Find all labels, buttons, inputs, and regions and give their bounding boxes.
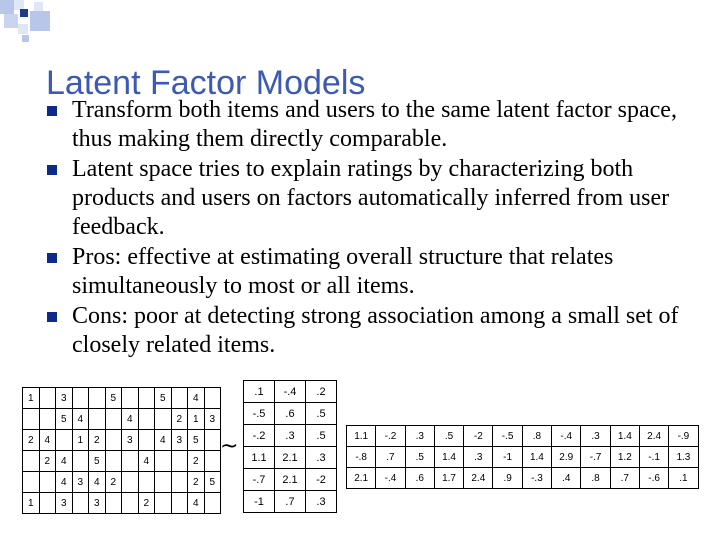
matrix-cell: 3 (204, 409, 221, 430)
matrix-cell: 4 (72, 409, 89, 430)
matrix-cell: 5 (155, 388, 172, 409)
square-bullet-icon (47, 106, 57, 116)
matrix-cell: .3 (275, 425, 306, 447)
matrix-cell (105, 430, 122, 451)
item-factor-matrix (243, 380, 337, 513)
matrix-cell: 1.3 (669, 447, 698, 468)
matrix-cell: -.2 (244, 425, 275, 447)
matrix-cell: .2 (306, 381, 337, 403)
matrix-cell: -1 (244, 491, 275, 513)
matrix-cell: -.2 (376, 426, 405, 447)
matrix-cell: 2 (89, 430, 106, 451)
matrix-cell (72, 388, 89, 409)
bullet-item (47, 96, 707, 154)
matrix-cell: -2 (306, 469, 337, 491)
matrix-row (347, 447, 699, 468)
matrix-row (23, 451, 221, 472)
matrix-cell (122, 451, 139, 472)
matrix-cell: 4 (188, 493, 205, 514)
ratings-matrix (22, 387, 221, 514)
matrix-cell: -.4 (376, 468, 405, 489)
matrix-cell: .8 (581, 468, 610, 489)
matrix-cell: -.8 (347, 447, 376, 468)
matrix-cell (89, 409, 106, 430)
matrix-cell: 2 (188, 472, 205, 493)
matrix-cell (155, 472, 172, 493)
matrix-row (23, 493, 221, 514)
matrix-cell (39, 388, 56, 409)
matrix-cell (138, 388, 155, 409)
matrix-cell: 1.4 (610, 426, 639, 447)
matrix-cell (89, 388, 106, 409)
matrix-row (244, 381, 337, 403)
matrix-row (23, 430, 221, 451)
matrix-cell (56, 430, 73, 451)
matrix-cell: 2 (23, 430, 40, 451)
matrix-cell: -.4 (275, 381, 306, 403)
matrix-cell: .6 (405, 468, 434, 489)
matrix-cell: 2 (138, 493, 155, 514)
matrix-cell: .1 (669, 468, 698, 489)
matrix-row (244, 491, 337, 513)
matrix-cell: 5 (89, 451, 106, 472)
matrix-cell (155, 451, 172, 472)
matrix-cell (72, 493, 89, 514)
matrix-cell: 2.1 (275, 469, 306, 491)
matrix-cell: -.5 (244, 403, 275, 425)
matrix-cell (39, 409, 56, 430)
bullet-text: Transform both items and users to the same latent factor space, thus making them directly comparable. (72, 97, 677, 152)
matrix-cell: 4 (39, 430, 56, 451)
matrix-cell: -.3 (522, 468, 551, 489)
matrix-cell: .6 (275, 403, 306, 425)
matrix-cell: -1 (493, 447, 522, 468)
matrix-cell: 1.1 (347, 426, 376, 447)
matrix-cell (23, 409, 40, 430)
matrix-cell: .3 (581, 426, 610, 447)
user-factor-matrix (346, 425, 699, 489)
matrix-cell (39, 493, 56, 514)
matrix-cell: 1 (72, 430, 89, 451)
matrix-cell: -.7 (581, 447, 610, 468)
matrix-cell: .5 (405, 447, 434, 468)
matrix-cell: .3 (405, 426, 434, 447)
matrix-cell (171, 472, 188, 493)
matrix-cell: .5 (306, 403, 337, 425)
matrix-cell: .9 (493, 468, 522, 489)
matrix-cell (105, 451, 122, 472)
matrix-cell: 3 (56, 493, 73, 514)
matrix-cell: .5 (306, 425, 337, 447)
approx-symbol: ~ (220, 434, 239, 459)
matrix-cell: 4 (155, 430, 172, 451)
matrix-cell: .4 (552, 468, 581, 489)
matrix-cell (171, 451, 188, 472)
matrix-cell (122, 493, 139, 514)
matrix-row (23, 388, 221, 409)
matrix-cell (155, 409, 172, 430)
bullet-text: Latent space tries to explain ratings by characterizing both products and users on factors automatically inferred from user feedback. (72, 156, 670, 240)
matrix-row (347, 468, 699, 489)
matrix-cell (72, 451, 89, 472)
matrix-cell: -.5 (493, 426, 522, 447)
matrix-cell: .3 (306, 447, 337, 469)
bullet-list (47, 96, 707, 361)
matrix-cell: 4 (138, 451, 155, 472)
matrix-cell: 3 (122, 430, 139, 451)
matrix-cell (204, 451, 221, 472)
bullet-text: Cons: poor at detecting strong association among a small set of closely related items. (72, 303, 679, 358)
matrix-cell: 5 (204, 472, 221, 493)
matrix-cell (122, 388, 139, 409)
square-bullet-icon (47, 165, 57, 175)
ratings-matrix-body (23, 388, 221, 514)
matrix-cell (122, 472, 139, 493)
matrix-row (244, 447, 337, 469)
matrix-cell: -.6 (639, 468, 668, 489)
matrix-cell: 4 (56, 472, 73, 493)
matrix-row (347, 426, 699, 447)
matrix-cell: 1 (188, 409, 205, 430)
matrix-cell (105, 409, 122, 430)
matrix-cell: .7 (376, 447, 405, 468)
matrix-cell: 1.2 (610, 447, 639, 468)
slide-title: Latent Factor Models (46, 64, 366, 102)
corner-square (4, 14, 18, 28)
matrix-cell: 4 (188, 388, 205, 409)
bullet-item (47, 243, 707, 301)
square-bullet-icon (47, 253, 57, 263)
corner-square (34, 2, 43, 11)
matrix-cell: 3 (171, 430, 188, 451)
matrix-cell: 2.4 (464, 468, 493, 489)
matrix-cell: .3 (464, 447, 493, 468)
corner-square (30, 11, 50, 31)
matrix-cell (23, 472, 40, 493)
matrix-cell: 5 (188, 430, 205, 451)
corner-square (22, 35, 29, 42)
item-factor-matrix-body (244, 381, 337, 513)
matrix-row (244, 425, 337, 447)
matrix-row (244, 403, 337, 425)
matrix-cell (171, 493, 188, 514)
matrix-cell (204, 493, 221, 514)
matrix-cell: 1.4 (434, 447, 463, 468)
square-bullet-icon (47, 312, 57, 322)
bullet-item (47, 155, 707, 242)
matrix-cell: 3 (89, 493, 106, 514)
matrix-cell (204, 388, 221, 409)
matrix-cell: .5 (434, 426, 463, 447)
matrix-cell: 3 (56, 388, 73, 409)
matrix-cell (138, 409, 155, 430)
matrix-cell: -.4 (552, 426, 581, 447)
matrix-cell: 1 (23, 493, 40, 514)
matrix-cell: 2.1 (275, 447, 306, 469)
matrix-cell: -2 (464, 426, 493, 447)
matrix-cell (138, 472, 155, 493)
matrix-cell (138, 430, 155, 451)
matrix-cell: 4 (56, 451, 73, 472)
matrix-cell: 2 (188, 451, 205, 472)
matrix-cell: 4 (122, 409, 139, 430)
user-factor-matrix-body (347, 426, 699, 489)
matrix-cell: -.9 (669, 426, 698, 447)
matrix-cell: 5 (56, 409, 73, 430)
matrix-row (23, 409, 221, 430)
matrix-cell: 4 (89, 472, 106, 493)
matrix-cell (39, 472, 56, 493)
matrix-row (23, 472, 221, 493)
matrix-cell (155, 493, 172, 514)
corner-square (20, 9, 28, 17)
bullet-item (47, 302, 707, 360)
matrix-cell: .3 (306, 491, 337, 513)
matrix-cell: .1 (244, 381, 275, 403)
bullet-text: Pros: effective at estimating overall structure that relates simultaneously to most or all items. (72, 244, 614, 299)
matrix-cell: 2 (105, 472, 122, 493)
corner-square (18, 24, 28, 34)
matrix-cell (105, 493, 122, 514)
matrix-cell (171, 388, 188, 409)
matrix-cell: 1 (23, 388, 40, 409)
matrix-cell: 2.4 (639, 426, 668, 447)
matrix-cell: 2.9 (552, 447, 581, 468)
matrix-row (244, 469, 337, 491)
matrix-cell: 3 (72, 472, 89, 493)
matrix-cell (204, 430, 221, 451)
matrix-cell: 1.7 (434, 468, 463, 489)
matrix-cell (23, 451, 40, 472)
matrix-cell: .7 (610, 468, 639, 489)
matrix-cell: 1.4 (522, 447, 551, 468)
matrix-cell: 2 (171, 409, 188, 430)
matrix-cell: .8 (522, 426, 551, 447)
matrix-cell: 2.1 (347, 468, 376, 489)
matrix-cell: .7 (275, 491, 306, 513)
matrix-cell: -.7 (244, 469, 275, 491)
matrix-cell: 1.1 (244, 447, 275, 469)
corner-square (0, 0, 14, 14)
matrix-cell: -.1 (639, 447, 668, 468)
matrix-cell: 5 (105, 388, 122, 409)
matrix-cell: 2 (39, 451, 56, 472)
